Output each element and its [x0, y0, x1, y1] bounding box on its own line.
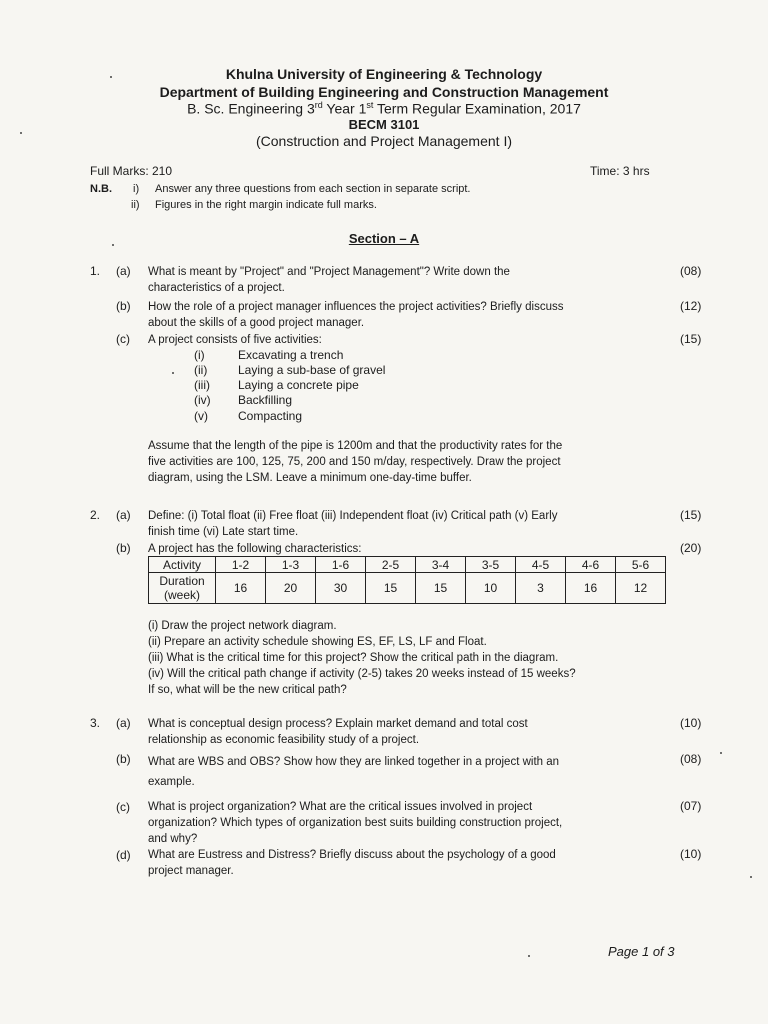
question-marks: (08) [680, 752, 702, 766]
section-title: Section – A [348, 231, 420, 246]
activity-number: (v) [194, 409, 208, 423]
table-cell: 15 [416, 573, 466, 604]
question-part-label: (c) [116, 332, 130, 346]
question-number: 3. [90, 716, 101, 730]
question-marks: (15) [680, 332, 702, 346]
scan-speck [110, 76, 112, 78]
university-name: Khulna University of Engineering & Technology [225, 66, 543, 82]
scan-speck [528, 955, 530, 957]
table-cell: 30 [316, 573, 366, 604]
activity-duration-table [148, 556, 666, 604]
table-cell: 1-3 [266, 557, 316, 573]
table-cell: 4-5 [516, 557, 566, 573]
table-cell: 10 [466, 573, 516, 604]
course-code: BECM 3101 [348, 117, 420, 132]
instruction-text: Answer any three questions from each section in separate script. [155, 183, 471, 195]
table-cell: 2-5 [366, 557, 416, 573]
table-cell: 3-5 [466, 557, 516, 573]
department-name: Department of Building Engineering and Construction Management [159, 84, 609, 100]
activity-number: (ii) [194, 363, 208, 377]
activity-name: Laying a sub-base of gravel [238, 363, 386, 377]
activity-name: Backfilling [238, 393, 293, 407]
instruction-number: i) [133, 183, 140, 195]
question-text: What is conceptual design process? Explain market demand and total cost relationship as economic feasibility study of a project. [148, 718, 528, 746]
question-text: What is meant by "Project" and "Project Management"? Write down the characteristics of a project. [148, 266, 510, 294]
activity-name: Laying a concrete pipe [238, 378, 359, 392]
scan-speck [20, 132, 22, 134]
table-cell: 1-2 [216, 557, 266, 573]
activity-row [149, 557, 666, 573]
table-header-cell: Activity [149, 557, 216, 573]
scan-speck [720, 752, 722, 754]
activity-number: (i) [194, 348, 205, 362]
question-text: What are WBS and OBS? Show how they are linked together in a project with an example. [148, 756, 560, 788]
question-part-label: (c) [116, 800, 130, 814]
question-number: 1. [90, 264, 101, 278]
activity-name: Excavating a trench [238, 348, 344, 362]
question-part-label: (a) [116, 264, 131, 278]
exam-title: B. Sc. Engineering 3rd Year 1st Term Regular Examination, 2017 [187, 100, 581, 117]
question-marks: (10) [680, 716, 702, 730]
table-header-cell: Duration (week) [149, 573, 216, 604]
question-marks: (20) [680, 541, 702, 555]
full-marks: Full Marks: 210 [90, 164, 173, 178]
table-cell: 16 [566, 573, 616, 604]
question-part-label: (d) [116, 848, 131, 862]
instruction-text: Figures in the right margin indicate full marks. [155, 199, 377, 211]
question-number: 2. [90, 508, 101, 522]
table-cell: 12 [616, 573, 666, 604]
question-part-label: (b) [116, 541, 131, 555]
question-marks: (07) [680, 799, 702, 813]
table-cell: 4-6 [566, 557, 616, 573]
scan-speck [172, 372, 174, 374]
table-cell: 5-6 [616, 557, 666, 573]
activity-number: (iv) [194, 393, 211, 407]
page-number: Page 1 of 3 [608, 944, 675, 959]
instruction-number: ii) [131, 199, 140, 211]
question-marks: (10) [680, 847, 702, 861]
activity-number: (iii) [194, 378, 210, 392]
course-title: (Construction and Project Management I) [255, 133, 512, 149]
nb-label: N.B. [90, 183, 112, 195]
scan-speck [112, 244, 114, 246]
question-text: How the role of a project manager influences the project activities? Briefly discuss about the skills of a good project manager. [148, 301, 564, 329]
table-cell: 20 [266, 573, 316, 604]
question-text: A project has the following characteristics: [148, 543, 362, 555]
question-text: (i) Draw the project network diagram. (ii) Prepare an activity schedule showing ES, EF, LS, LF and Float. (iii) What is the critical time for this project? Show the critical path in the diagram. (iv) Will the critical path change if activity (2-5) takes 20 weeks instead of 15 weeks? If so, what will be the new critical path? [148, 620, 576, 696]
question-marks: (08) [680, 264, 702, 278]
question-text: A project consists of five activities: [148, 334, 322, 346]
table-cell: 3-4 [416, 557, 466, 573]
table-cell: 1-6 [316, 557, 366, 573]
table-cell: 3 [516, 573, 566, 604]
duration-row [149, 573, 666, 604]
table-cell: 15 [366, 573, 416, 604]
table-cell: 16 [216, 573, 266, 604]
activity-name: Compacting [238, 409, 303, 423]
question-part-label: (a) [116, 716, 131, 730]
question-part-label: (b) [116, 299, 131, 313]
question-marks: (12) [680, 299, 702, 313]
exam-time: Time: 3 hrs [590, 164, 650, 178]
question-text: Assume that the length of the pipe is 1200m and that the productivity rates for the five activities are 100, 125, 75, 200 and 150 m/day, respectively. Draw the project diagram, using the LSM. Leave a minimum one-day-time buffer. [148, 440, 563, 484]
scan-speck [750, 876, 752, 878]
question-text: What are Eustress and Distress? Briefly discuss about the psychology of a good project manager. [148, 849, 556, 877]
question-text: Define: (i) Total float (ii) Free float (iii) Independent float (iv) Critical path (v) Early finish time (vi) Late start time. [148, 510, 558, 538]
question-part-label: (a) [116, 508, 131, 522]
question-part-label: (b) [116, 752, 131, 766]
question-marks: (15) [680, 508, 702, 522]
question-text: What is project organization? What are the critical issues involved in project organization? Which types of organization best suits building construction project, and why? [148, 801, 563, 845]
